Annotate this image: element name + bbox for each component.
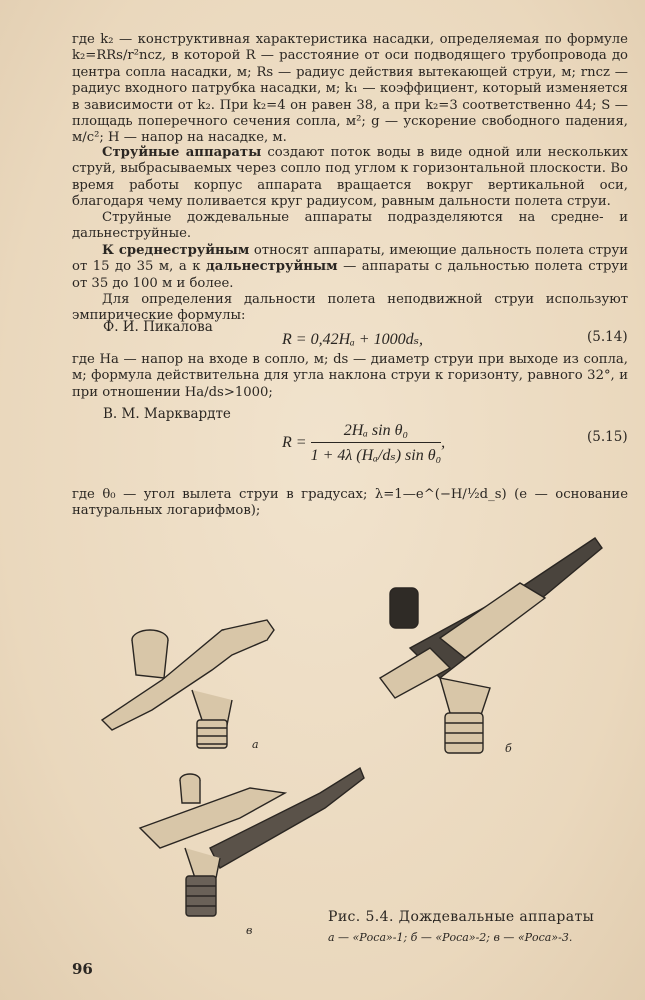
jet-devices-text: создают поток воды в виде одной или нескольких струй, выбрасываемых через сопло под углом к горизонтальной плоскости. Во время работы корпус аппарата вращается вокруг вертикальной оси, благодаря чему поливается круг радиусом, равным дальности полета струи. — [72, 145, 628, 210]
page-number: 96 — [72, 960, 93, 978]
formula-author-markvardt: В. М. Марквардте — [103, 406, 231, 422]
ranges-text-1: относят аппараты, имеющие дальность полета струи от 15 до 35 м, а к — [72, 243, 628, 275]
formula-5-15-lhs: R = — [282, 434, 307, 452]
formula-author-pikalov: Ф. И. Пикалова — [103, 319, 213, 335]
sprinkler-rosa-1-illustration — [92, 600, 282, 760]
term-long-jet: дальнеструйным — [205, 259, 338, 275]
ranges-text-2: — аппараты с дальностью полета струи от 35 до 100 м и более. — [72, 259, 628, 291]
paragraph-ranges — [72, 243, 628, 292]
equation-number-5-14: (5.14) — [587, 329, 628, 345]
figure-caption-title: Рис. 5.4. Дождевальные аппараты — [328, 909, 595, 925]
figure-letter-b: б — [505, 742, 512, 755]
paragraph-where-ha: где Ha — напор на входе в сопло, м; ds — диаметр струи при выходе из сопла, м; формула действительна для угла наклона струи к горизонту, равного 32°, и при отношении Ha/ds>1000; — [72, 352, 628, 400]
formula-5-15-comma: , — [441, 434, 446, 452]
paragraph-empirical: Для определения дальности полета неподвижной струи используют эмпирические формулы: — [72, 292, 628, 324]
paragraph-classification: Струйные дождевальные аппараты подразделяются на средне- и дальнеструйные. — [72, 210, 628, 242]
formula-5-15-denominator: 1 + 4λ (Hₐ/dₛ) sin θ₀ — [310, 447, 442, 464]
formula-5-15-fraction — [311, 422, 442, 465]
formula-5-15-numerator: 2Hₐ sin θ₀ — [311, 422, 442, 443]
paragraph-where-theta: где θ₀ — угол вылета струи в градусах; λ=1—e^(−H/¹⁄₂d_s) (e — основание натуральных логарифмов); — [72, 487, 628, 519]
figure-letter-c: в — [246, 924, 253, 937]
equation-number-5-15: (5.15) — [587, 429, 628, 445]
formula-5-15 — [282, 422, 445, 465]
figure-caption-legend: а — «Роса»-1; б — «Роса»-2; в — «Роса»-3. — [328, 931, 573, 944]
paragraph-k2-definition: где k₂ — конструктивная характеристика насадки, определяемая по формуле k₂=RRs/r²ncz, в которой R — расстояние от оси подводящего трубопровода до центра сопла насадки, м; Rs — радиус действия вытекающей струи, м; rncz — радиус входного патрубка насадки, м; k₁ — коэффициент, который изменяется в зависимости от k₂. При k₂=4 он равен 38, а при k₂=3 соответственно 44; S — площадь поперечного сечения сопла, м²; g — ускорение свободного падения, м/с²; H — напор на насадке, м. — [72, 32, 628, 146]
paragraph-jet-devices — [72, 145, 628, 211]
term-medium-jet: К среднеструйным — [102, 243, 250, 258]
figure-letter-a: а — [252, 738, 259, 751]
sprinkler-rosa-2-illustration — [370, 528, 610, 768]
term-jet-devices: Струйные аппараты — [102, 145, 262, 160]
formula-5-14: R = 0,42Hₐ + 1000dₛ, — [282, 331, 423, 348]
